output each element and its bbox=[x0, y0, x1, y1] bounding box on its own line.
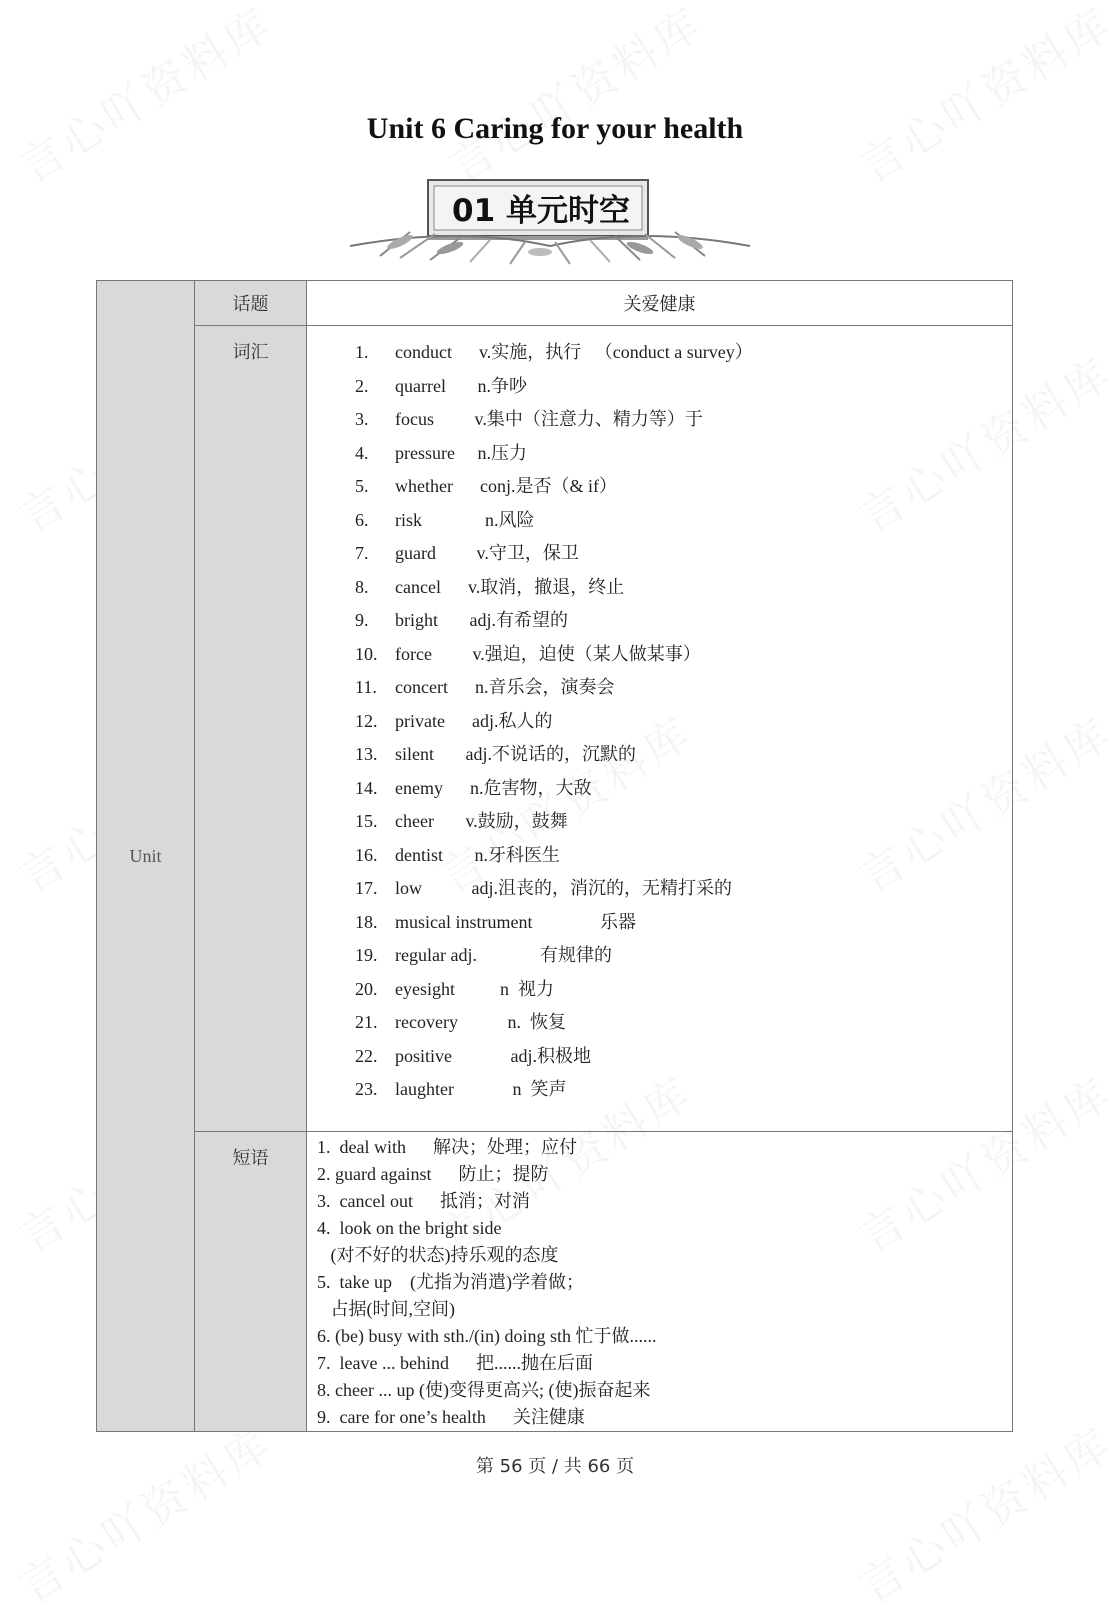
vocab-text: guard v.守卫，保卫 bbox=[395, 543, 579, 563]
vocab-text: cancel v.取消，撤退，终止 bbox=[395, 576, 625, 597]
vocab-text: low adj.沮丧的，消沉的，无精打采的 bbox=[395, 878, 732, 898]
vocab-text: whether conj.是否（& if） bbox=[395, 476, 617, 496]
vocab-item bbox=[355, 939, 1012, 973]
vocab-item bbox=[355, 705, 1012, 739]
vocab-text: private adj.私人的 bbox=[395, 710, 553, 731]
watermark bbox=[845, 0, 1110, 195]
vocab-text: bright adj.有希望的 bbox=[395, 610, 568, 630]
vocab-item bbox=[355, 638, 1012, 672]
vocab-item bbox=[355, 1073, 1012, 1107]
vocab-number: 16. bbox=[355, 844, 378, 865]
vocab-item bbox=[355, 1040, 1012, 1074]
phrase-item: 3. cancel out 抵消；对消 bbox=[317, 1191, 530, 1211]
vocab-item bbox=[355, 336, 1012, 370]
vocab-item bbox=[355, 504, 1012, 538]
vocab-text: positive adj.积极地 bbox=[395, 1045, 591, 1066]
vocab-text: eyesight n 视力 bbox=[395, 978, 554, 999]
vocab-item bbox=[355, 772, 1012, 806]
vocab-item bbox=[355, 671, 1012, 705]
vocab-number: 22. bbox=[355, 1045, 378, 1066]
phrases-list bbox=[307, 1132, 1012, 1431]
phrases-label: 短语 bbox=[195, 1132, 307, 1432]
vocab-number: 19. bbox=[355, 945, 378, 965]
vocab-text: quarrel n.争吵 bbox=[395, 375, 527, 396]
watermark bbox=[845, 1409, 1110, 1615]
phrase-item: 1. deal with 解决；处理；应付 bbox=[317, 1137, 577, 1157]
watermark bbox=[5, 0, 283, 195]
vocab-item bbox=[355, 1006, 1012, 1040]
vocab-number: 14. bbox=[355, 777, 378, 798]
phrase-item: 6. (be) busy with sth./(in) doing sth 忙于做...... bbox=[317, 1326, 657, 1346]
watermark bbox=[5, 1409, 283, 1615]
vocab-text: recovery n. 恢复 bbox=[395, 1012, 566, 1032]
vocab-number: 8. bbox=[355, 576, 369, 597]
banner-title: 01 单元时空 bbox=[452, 193, 630, 229]
vocab-item bbox=[355, 738, 1012, 772]
vocab-number: 1. bbox=[355, 342, 369, 362]
vocab-number: 18. bbox=[355, 911, 378, 932]
phrase-item: 4. look on the bright side bbox=[317, 1218, 502, 1238]
phrase-item: 9. care for one’s health 关注健康 bbox=[317, 1407, 585, 1427]
vocabulary-cell bbox=[307, 326, 1013, 1132]
vocab-item bbox=[355, 805, 1012, 839]
unit-label: Unit bbox=[97, 281, 195, 1432]
vocab-number: 12. bbox=[355, 710, 378, 731]
vocab-item bbox=[355, 403, 1012, 437]
phrase-item: 8. cheer ... up (使)变得更高兴; (使)振奋起来 bbox=[317, 1380, 651, 1400]
vocab-item bbox=[355, 906, 1012, 940]
phrase-item: (对不好的状态)持乐观的态度 bbox=[317, 1245, 559, 1265]
page-title: Unit 6 Caring for your health bbox=[366, 112, 744, 145]
vocab-number: 5. bbox=[355, 476, 369, 496]
vocab-number: 15. bbox=[355, 811, 378, 831]
vocab-number: 7. bbox=[355, 543, 369, 563]
vocab-item bbox=[355, 839, 1012, 873]
section-banner bbox=[340, 176, 760, 268]
vocab-text: force v.强迫，迫使（某人做某事） bbox=[395, 643, 701, 664]
phrase-item: 7. leave ... behind 把......抛在后面 bbox=[317, 1353, 593, 1373]
watermark bbox=[435, 0, 713, 195]
vocab-text: cheer v.鼓励，鼓舞 bbox=[395, 811, 568, 831]
vocabulary-list bbox=[307, 326, 1012, 1107]
vocab-number: 3. bbox=[355, 409, 369, 429]
unit-table bbox=[96, 280, 1013, 1432]
page-number: 第 56 页 / 共 66 页 bbox=[475, 1456, 635, 1477]
vocab-number: 20. bbox=[355, 978, 378, 999]
vocab-item bbox=[355, 571, 1012, 605]
vocab-text: laughter n 笑声 bbox=[395, 1079, 567, 1099]
vocab-text: pressure n.压力 bbox=[395, 442, 527, 463]
vocab-number: 4. bbox=[355, 442, 369, 463]
vocab-item bbox=[355, 604, 1012, 638]
vocab-text: concert n.音乐会，演奏会 bbox=[395, 677, 615, 697]
vocab-text: regular adj. 有规律的 bbox=[395, 945, 612, 965]
vocab-item bbox=[355, 537, 1012, 571]
vocab-text: silent adj.不说话的，沉默的 bbox=[395, 744, 636, 764]
phrase-item: 2. guard against 防止；提防 bbox=[317, 1164, 549, 1184]
vocab-number: 10. bbox=[355, 643, 378, 664]
vocab-number: 6. bbox=[355, 509, 369, 530]
vocab-item bbox=[355, 437, 1012, 471]
vocab-text: focus v.集中（注意力、精力等）于 bbox=[395, 409, 703, 429]
vocab-item bbox=[355, 370, 1012, 404]
vocab-number: 21. bbox=[355, 1012, 378, 1032]
vocab-text: musical instrument 乐器 bbox=[395, 911, 636, 932]
vocab-item bbox=[355, 470, 1012, 504]
vocab-number: 11. bbox=[355, 677, 377, 697]
vocab-number: 2. bbox=[355, 375, 369, 396]
vocab-text: dentist n.牙科医生 bbox=[395, 844, 560, 865]
vocab-item bbox=[355, 973, 1012, 1007]
phrase-item: 5. take up (尤指为消遣)学着做； bbox=[317, 1272, 584, 1292]
vocab-number: 13. bbox=[355, 744, 378, 764]
vocabulary-label: 词汇 bbox=[195, 326, 307, 1132]
topic-value: 关爱健康 bbox=[307, 281, 1013, 326]
vocab-number: 9. bbox=[355, 610, 369, 630]
vocab-text: enemy n.危害物，大敌 bbox=[395, 777, 592, 798]
vocab-number: 17. bbox=[355, 878, 378, 898]
vocab-number: 23. bbox=[355, 1079, 378, 1099]
vocab-text: risk n.风险 bbox=[395, 509, 535, 530]
phrase-item: 占据(时间,空间) bbox=[317, 1299, 455, 1319]
phrases-cell bbox=[307, 1132, 1013, 1432]
vocab-item bbox=[355, 872, 1012, 906]
topic-label: 话题 bbox=[195, 281, 307, 326]
vocab-text: conduct v.实施，执行 （conduct a survey） bbox=[395, 342, 753, 362]
